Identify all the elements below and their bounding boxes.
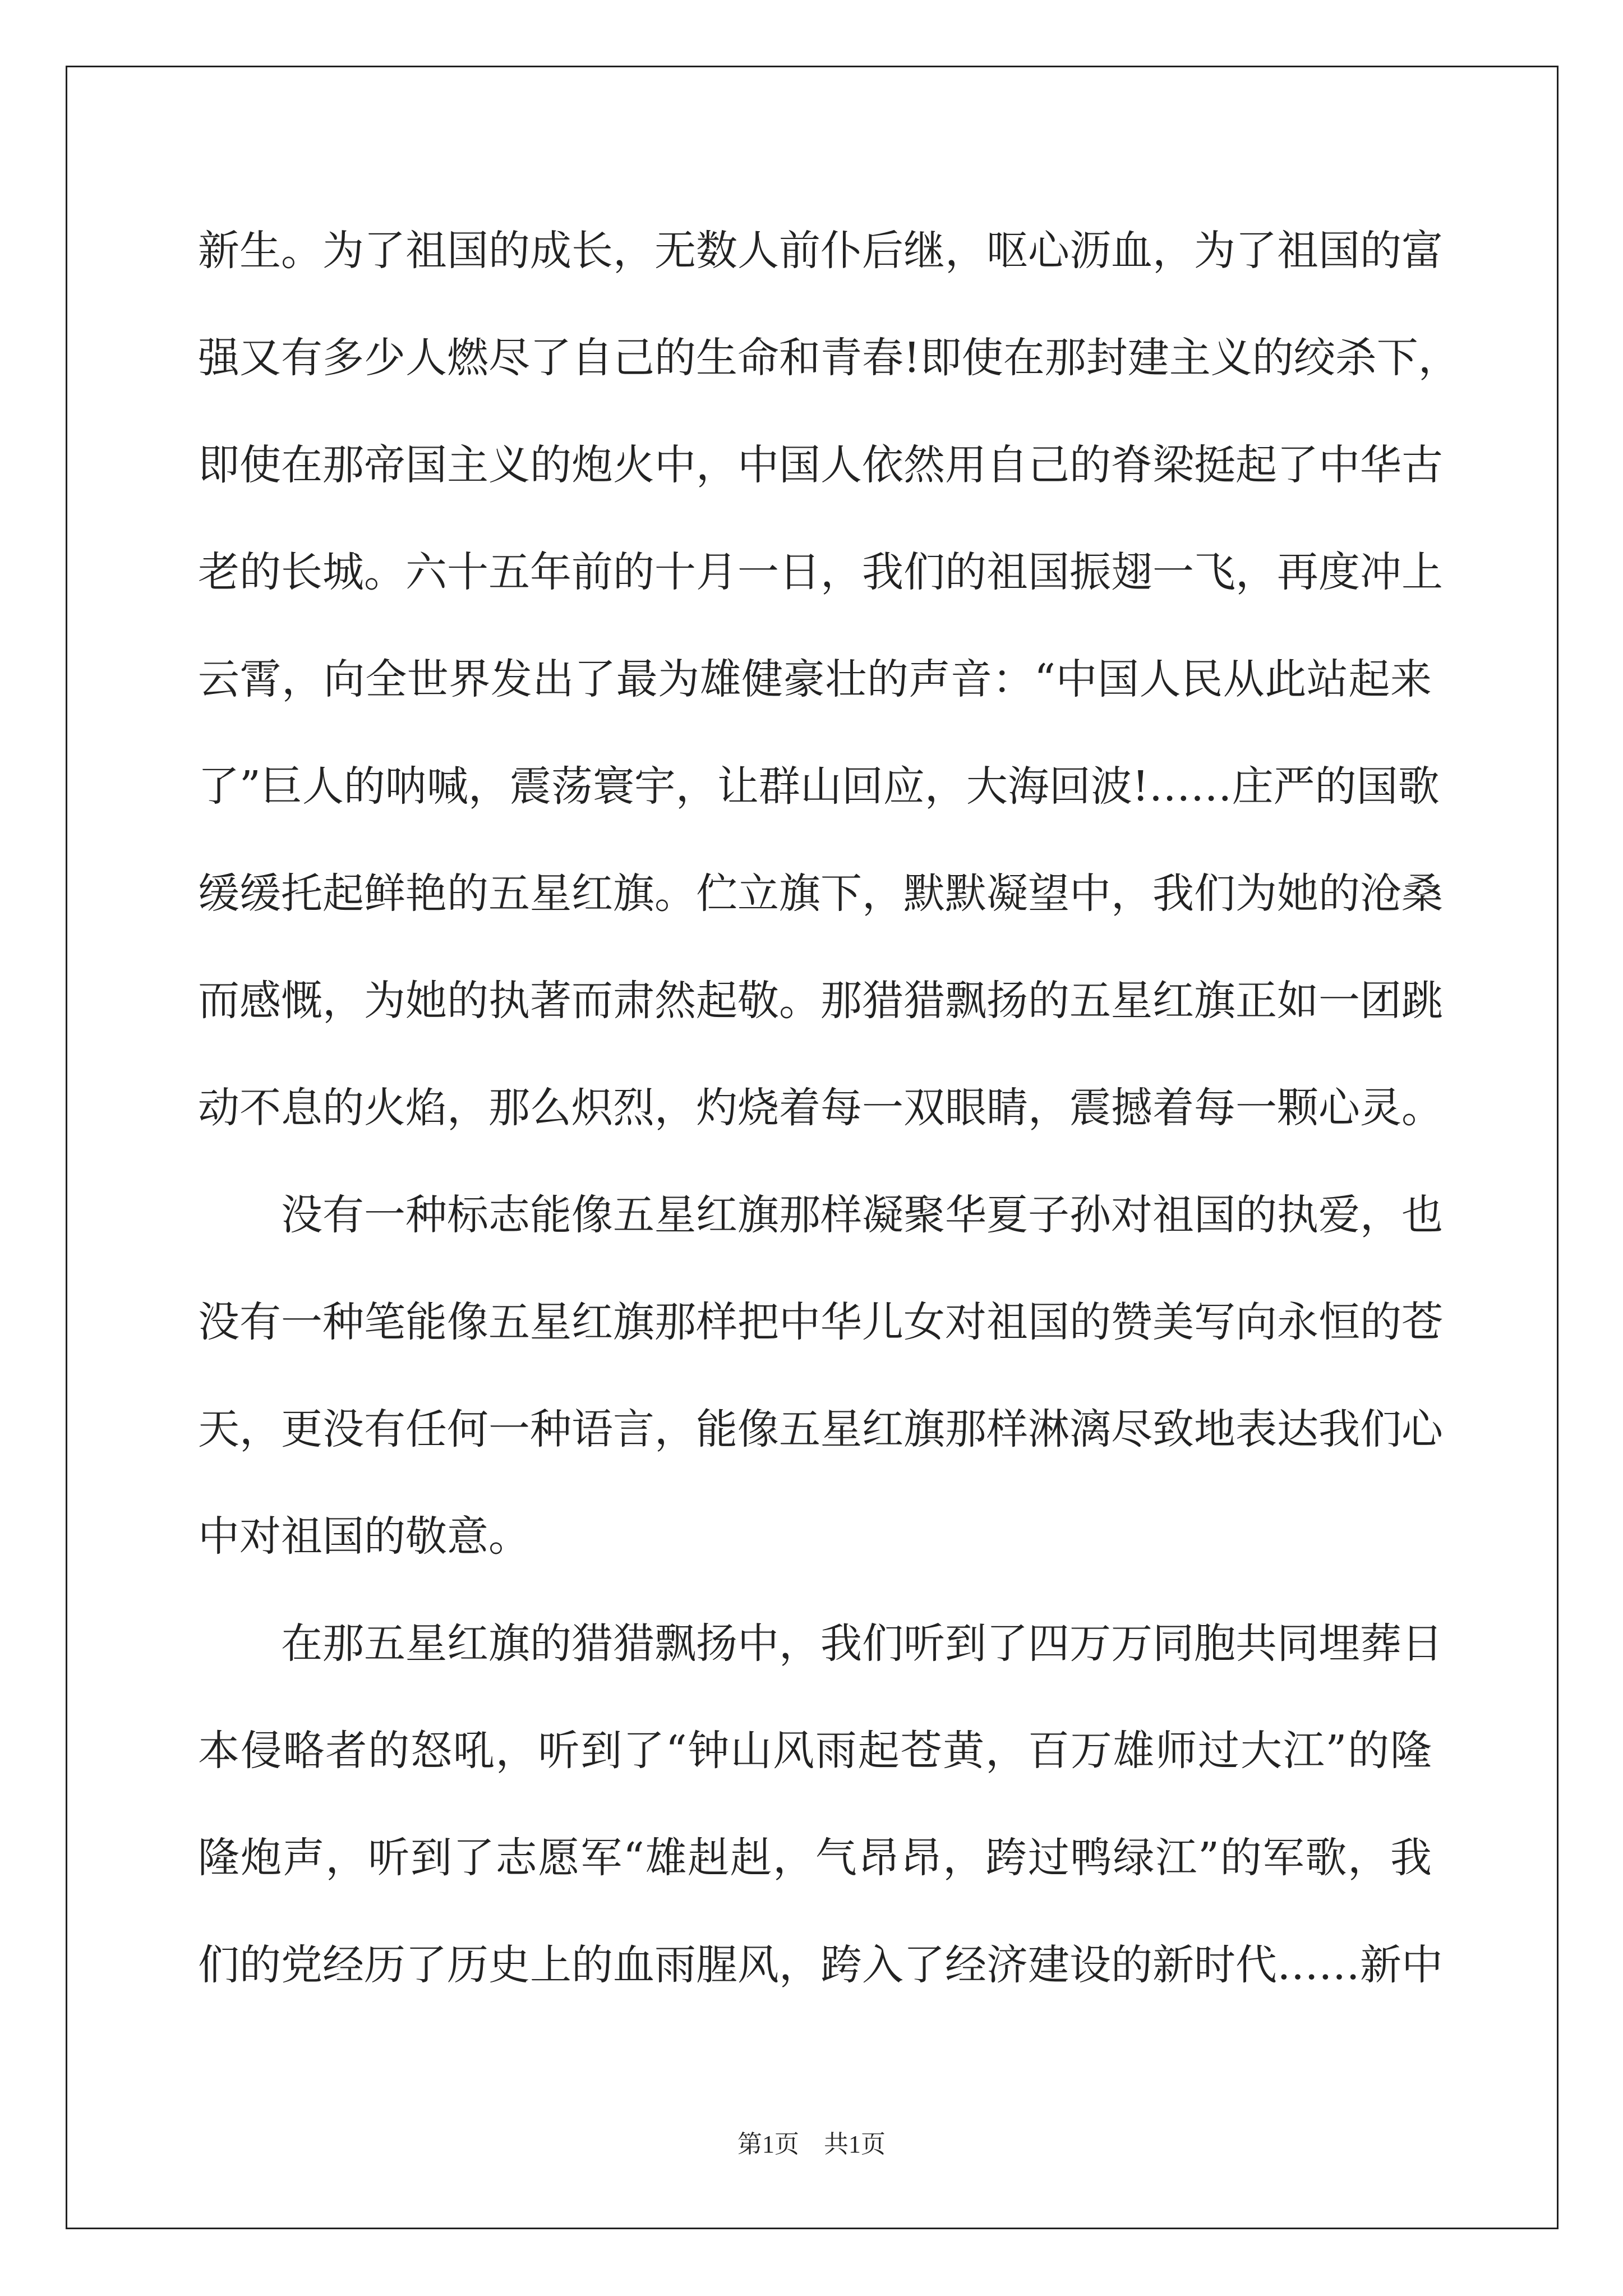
text-line: 新生。为了祖国的成长，无数人前仆后继，呕心沥血，为了祖国的富 [198, 227, 1443, 275]
text-line: 没有一种标志能像五星红旗那样凝聚华夏子孙对祖国的执爱，也 [281, 1191, 1443, 1239]
page-number: 第1页 共1页 [737, 2131, 886, 2158]
text-line: 即使在那帝国主义的炮火中，中国人依然用自己的脊梁挺起了中华古 [198, 441, 1443, 489]
document-body [198, 197, 1460, 2019]
text-line: 老的长城。六十五年前的十月一日，我们的祖国振翅一飞，再度冲上 [198, 548, 1443, 596]
text-line: 没有一种笔能像五星红旗那样把中华儿女对祖国的赞美写向永恒的苍 [198, 1298, 1443, 1346]
text-line: 而感慨，为她的执著而肃然起敬。那猎猎飘扬的五星红旗正如一团跳 [198, 977, 1443, 1025]
text-line: 云霄，向全世界发出了最为雄健豪壮的声音：“中国人民从此站起来 [198, 655, 1432, 703]
text-line: 动不息的火焰，那么炽烈，灼烧着每一双眼睛，震撼着每一颗心灵。 [198, 1084, 1443, 1132]
text-line: 隆炮声，听到了志愿军“雄赳赳，气昂昂，跨过鸭绿江”的军歌，我 [198, 1834, 1432, 1882]
text-line: 本侵略者的怒吼，听到了“钟山风雨起苍黄，百万雄师过大江”的隆 [198, 1727, 1432, 1775]
text-line: 了”巨人的呐喊，震荡寰宇，让群山回应，大海回波!……庄严的国歌 [198, 762, 1440, 811]
text-line: 缓缓托起鲜艳的五星红旗。伫立旗下，默默凝望中，我们为她的沧桑 [198, 869, 1443, 918]
text-line: 们的党经历了历史上的血雨腥风，跨入了经济建设的新时代……新中 [198, 1941, 1443, 1989]
text-line: 在那五星红旗的猎猎飘扬中，我们听到了四万万同胞共同埋葬日 [281, 1619, 1443, 1668]
text-line: 天，更没有任何一种语言，能像五星红旗那样淋漓尽致地表达我们心 [198, 1405, 1443, 1453]
text-line: 强又有多少人燃尽了自己的生命和青春!即使在那封建主义的绞杀下， [198, 334, 1460, 382]
text-line: 中对祖国的敬意。 [198, 1512, 530, 1561]
